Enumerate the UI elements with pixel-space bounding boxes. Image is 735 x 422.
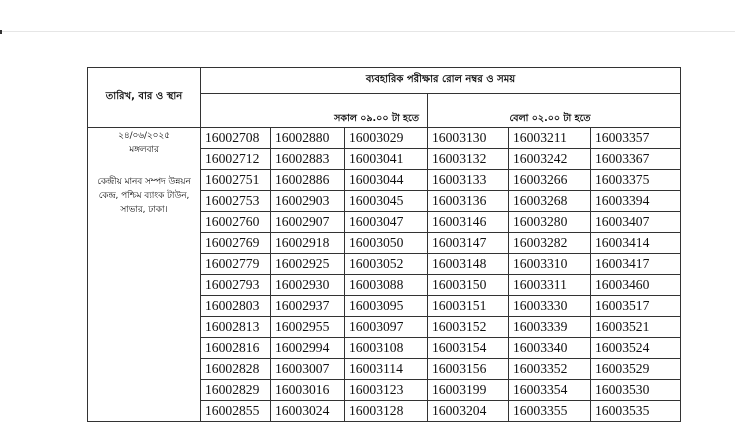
roll-number-cell: 16003460 (591, 275, 681, 296)
evening-session-label: বেলা ০২.০০ টা হতে (509, 113, 591, 124)
roll-number-cell: 16003282 (509, 233, 591, 254)
roll-number-cell: 16002793 (201, 275, 271, 296)
roll-number-cell: 16003414 (591, 233, 681, 254)
roll-number-cell: 16003133 (428, 170, 509, 191)
morning-session-label: সকাল ০৯.০০ টা হতে (334, 113, 419, 124)
roll-number-cell: 16002829 (201, 380, 271, 401)
roll-number-cell: 16003029 (345, 128, 428, 149)
roll-number-cell: 16003150 (428, 275, 509, 296)
roll-number-cell: 16003045 (345, 191, 428, 212)
roll-number-cell: 16003047 (345, 212, 428, 233)
roll-number-cell: 16003407 (591, 212, 681, 233)
roll-number-cell: 16003524 (591, 338, 681, 359)
roll-number-cell: 16003052 (345, 254, 428, 275)
roll-number-cell: 16003517 (591, 296, 681, 317)
roll-number-cell: 16003148 (428, 254, 509, 275)
roll-number-cell: 16002903 (271, 191, 345, 212)
roll-number-cell: 16003024 (271, 401, 345, 422)
roll-number-cell: 16002880 (271, 128, 345, 149)
roll-number-cell: 16003130 (428, 128, 509, 149)
header-exam-roll-time: ব্যবহারিক পরীক্ষার রোল নম্বর ও সময় (201, 68, 681, 94)
roll-number-cell: 16003268 (509, 191, 591, 212)
roll-number-cell: 16003108 (345, 338, 428, 359)
exam-venue: কেন্দ্রীয় মানব সম্পদ উন্নয়ন কেন্দ্র, পশ্চিম ব্যাংক টাউন, সাভার, ঢাকা। (97, 177, 191, 215)
roll-number-cell: 16002828 (201, 359, 271, 380)
roll-number-cell: 16003136 (428, 191, 509, 212)
roll-number-cell: 16003151 (428, 296, 509, 317)
roll-number-cell: 16003152 (428, 317, 509, 338)
roll-number-cell: 16002751 (201, 170, 271, 191)
roll-number-cell: 16002779 (201, 254, 271, 275)
roll-number-cell: 16002769 (201, 233, 271, 254)
roll-number-cell: 16003394 (591, 191, 681, 212)
roll-number-cell: 16003097 (345, 317, 428, 338)
header-evening-session (428, 94, 681, 128)
roll-number-cell: 16003146 (428, 212, 509, 233)
roll-number-cell: 16002883 (271, 149, 345, 170)
roll-number-cell: 16002937 (271, 296, 345, 317)
roll-number-cell: 16002753 (201, 191, 271, 212)
roll-number-cell: 16002955 (271, 317, 345, 338)
exam-date: ২৪/০৬/২০২৫ (118, 131, 170, 141)
roll-number-cell: 16002925 (271, 254, 345, 275)
roll-number-cell: 16003352 (509, 359, 591, 380)
roll-number-cell: 16003417 (591, 254, 681, 275)
roll-number-cell: 16003521 (591, 317, 681, 338)
roll-number-cell: 16003310 (509, 254, 591, 275)
header-date-day-place: তারিখ, বার ও স্থান (88, 68, 201, 128)
corner-mark (0, 30, 2, 34)
roll-number-cell: 16003211 (509, 128, 591, 149)
roll-number-cell: 16003340 (509, 338, 591, 359)
exam-day: মঙ্গলবার (129, 145, 159, 155)
roll-number-cell: 16003050 (345, 233, 428, 254)
roll-number-cell: 16002855 (201, 401, 271, 422)
roll-number-cell: 16003044 (345, 170, 428, 191)
roll-number-cell: 16003354 (509, 380, 591, 401)
roll-number-cell: 16003355 (509, 401, 591, 422)
roll-number-cell: 16002803 (201, 296, 271, 317)
roll-number-cell: 16003266 (509, 170, 591, 191)
roll-number-cell: 16003199 (428, 380, 509, 401)
roll-number-cell: 16002760 (201, 212, 271, 233)
roll-number-cell: 16003529 (591, 359, 681, 380)
roll-number-cell: 16003123 (345, 380, 428, 401)
roll-number-cell: 16003132 (428, 149, 509, 170)
roll-number-cell: 16002930 (271, 275, 345, 296)
roll-number-cell: 16003016 (271, 380, 345, 401)
roll-number-cell: 16003339 (509, 317, 591, 338)
roll-number-cell: 16002708 (201, 128, 271, 149)
roll-number-cell: 16003007 (271, 359, 345, 380)
practical-exam-roll-table (87, 67, 681, 422)
roll-number-cell: 16003357 (591, 128, 681, 149)
roll-number-cell: 16003280 (509, 212, 591, 233)
roll-number-cell: 16003041 (345, 149, 428, 170)
roll-number-cell: 16003154 (428, 338, 509, 359)
roll-number-cell: 16002816 (201, 338, 271, 359)
roll-number-cell: 16003530 (591, 380, 681, 401)
header-morning-session (201, 94, 428, 128)
table-row (88, 128, 681, 149)
roll-number-cell: 16003156 (428, 359, 509, 380)
roll-number-cell: 16003095 (345, 296, 428, 317)
roll-number-cell: 16003204 (428, 401, 509, 422)
roll-number-cell: 16003535 (591, 401, 681, 422)
roll-number-cell: 16003375 (591, 170, 681, 191)
roll-number-cell: 16002886 (271, 170, 345, 191)
roll-number-cell: 16003088 (345, 275, 428, 296)
roll-number-cell: 16002712 (201, 149, 271, 170)
top-divider-line (0, 31, 735, 32)
roll-number-cell: 16002907 (271, 212, 345, 233)
roll-number-cell: 16003330 (509, 296, 591, 317)
roll-number-cell: 16003147 (428, 233, 509, 254)
roll-number-cell: 16003114 (345, 359, 428, 380)
roll-number-cell: 16002994 (271, 338, 345, 359)
roll-number-cell: 16003128 (345, 401, 428, 422)
roll-number-cell: 16003242 (509, 149, 591, 170)
roll-number-cell: 16003311 (509, 275, 591, 296)
roll-number-cell: 16002918 (271, 233, 345, 254)
roll-number-cell: 16003367 (591, 149, 681, 170)
roll-number-cell: 16002813 (201, 317, 271, 338)
exam-date-place-cell (88, 128, 201, 422)
